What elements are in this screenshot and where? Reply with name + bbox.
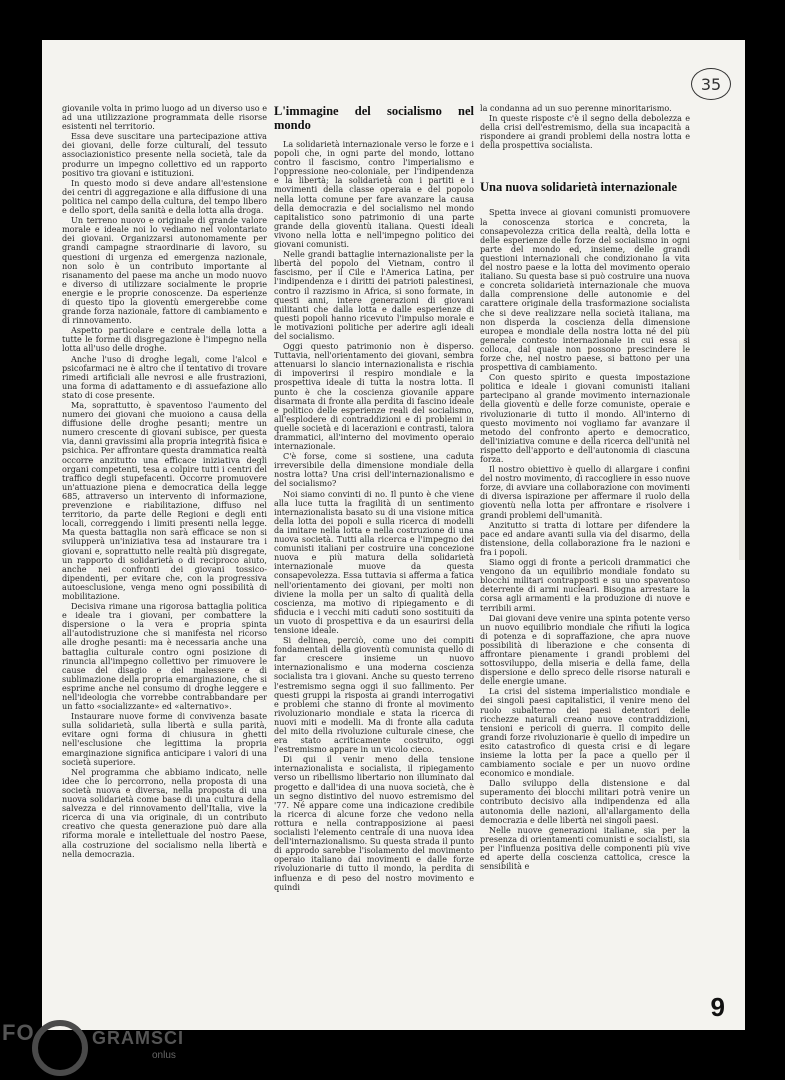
paragraph: Spetta invece ai giovani comunisti promuovere la conoscenza storica e concreta, la consapevolezza critica della realtà, della lotta e delle esperienze delle forze del socialismo in ogni parte del mondo ed, insieme, delle grandi questioni internazionali che condizionano la vita del nostro paese e la lotta del movimento operaio italiano. Su questa base si può costruire una nuova e concreta solidarietà internazionale che muova dalla comprensione delle autonomie e del carattere originale della trasformazione socialista che si deve realizzare nella società italiana, ma non disperda la coscienza della dimensione europea e mondiale della nostra lotta né del più generale contesto internazionale in cui essa si colloca, dal quale non possono prescindere le forze che, nel nostro paese, si battono per una prospettiva di cambiamento. — [480, 207, 690, 373]
paper-edge-shadow — [739, 340, 745, 560]
paragraph: Anche l'uso di droghe legali, come l'alcol e psicofarmaci ne è altro che il tentativo di trovare rimedi artificiali alle nevrosi e alle frustrazioni, una forma di adattamento e di assuefazione allo stato di cose presente. — [62, 353, 267, 400]
column-2 — [274, 102, 474, 893]
section-heading: Una nuova solidarietà internazionale — [480, 180, 677, 195]
paragraph: Noi siamo convinti di no. Il punto è che viene alla luce tutta la fragilità di un sentimento internazionalista basato su di una visione mitica della lotta dei popoli e sulla ricerca di modelli da imitare nella lotta e nella costruzione di una nuova società. Tutti alla ricerca e l'impegno dei comunisti italiani per costruire una concezione nuova e più matura della solidarietà internazionale muove da questa consapevolezza. Essa tuttavia si afferma a fatica nell'orientamento dei giovani, per molti non diviene la molla per un salto di qualità della coscienza, ma motivo di ripiegamento e di sfiducia e i vecchi miti caduti sono sostituiti da un vuoto di prospettiva e da un esaurirsi della tensione ideale. — [274, 488, 474, 635]
paragraph: In queste risposte c'è il segno della debolezza e della crisi dell'estremismo, della sua incapacità a rispondere ai grandi problemi della nostra lotta e della prospettiva socialista. — [480, 113, 690, 151]
paragraph: Di qui il venir meno della tensione internazionalista e socialista, il ripiegamento verso un ribellismo libertario non illuminato dal progetto e dall'idea di una nuova società, che è un segno distintivo del nuovo estremismo del '77. Né appare come una indicazione credibile la ricerca di alcune forze che vedono nella rottura e nella contrapposizione ai paesi socialisti l'elemento centrale di una nuova idea dell'internazionalismo. Su questa strada il punto di approdo sarebbe l'isolamento del movimento operaio italiano dai movimenti e dalle forze rivoluzionarie di tutto il mondo, la perdita di influenza e di peso del nostro movimento e quindi — [274, 754, 474, 892]
paragraph: Il nostro obiettivo è quello di allargare i confini del nostro movimento, di raccogliere in esso nuove forze, di avviare una collaborazione con movimenti di diversa ispirazione per affermare il ruolo della gioventù nella lotta per affrontare e risolvere i grandi problemi dell'umanità. — [480, 464, 690, 520]
paragraph: Ma, soprattutto, è spaventoso l'aumento del numero dei giovani che muoiono a causa della diffusione delle droghe pesanti; mentre un numero crescente di giovani subisce, per questa via, danni gravissimi alla propria integrità fisica e psichica. Per affrontare questa drammatica realtà occorre anzitutto una efficace iniziativa degli organi competenti, tesa a colpire tutti i centri del traffico degli stupefacenti. Occorre promuovere un'attuazione piena e democratica della legge 685, attraverso un intervento di informazione, prevenzione e riabilitazione, diffuso nel territorio, da parte delle Regioni e degli enti locali, correggendo i limiti presenti nella legge. Ma questa battaglia non sarà efficace se non si svilupperà un'iniziativa tesa ad instaurare tra i giovani e, soprattutto nelle realtà più disgregate, un rapporto di solidarietà o di reciproco aiuto, anche nei confronti dei giovani tossico-dipendenti, per evitare che, con la progressiva autoesclusione, venga meno ogni possibilità di mobilitazione. — [62, 400, 267, 601]
paragraph: Aspetto particolare e centrale della lotta a tutte le forme di disgregazione è l'impegno nella lotta all'uso delle droghe. — [62, 325, 267, 354]
paragraph: In questo modo si deve andare all'estensione dei centri di aggregazione e alla diffusione di una politica nel campo della cultura, del tempo libero e dello sport, della sanità e della lotta alla droga. — [62, 177, 267, 216]
paragraph: Nelle grandi battaglie internazionaliste per la libertà del popolo del Vietnam, contro il fascismo, per il Cile e l'America Latina, per l'indipendenza e i diritti dei patrioti palestinesi, contro il razzismo in Africa, si sono formate, in questi anni, intere generazioni di giovani militanti che dalla lotta e dalle esperienze di questi popoli hanno ricevuto l'impulso morale e le motivazioni politiche per aderire agli ideali del socialismo. — [274, 249, 474, 341]
paragraph: giovanile volta in primo luogo ad un diverso uso e ad una utilizzazione programmata delle risorse esistenti nel territorio. — [62, 103, 267, 132]
paragraph: Siamo oggi di fronte a pericoli drammatici che vengono da un equilibrio mondiale fondato su blocchi militari contrapposti e su uno spaventoso deterrente di armi nucleari. Bisogna arrestare la corsa agli armamenti e la produzione di nuove e terribili armi. — [480, 557, 690, 613]
paragraph: Essa deve suscitare una partecipazione attiva dei giovani, delle forze culturali, del tessuto associazionistico presente nella società, tale da produrre un impegno collettivo ed un rapporto positivo tra giovani e istituzioni. — [62, 131, 267, 178]
paragraph: C'è forse, come si sostiene, una caduta irreversibile della dimensione mondiale della nostra lotta? Una crisi dell'internazionalismo e del socialismo? — [274, 451, 474, 489]
watermark-logo-text: FO — [2, 1020, 35, 1045]
paragraph: Nelle nuove generazioni italiane, sia per la presenza di orientamenti comunisti e socialisti, sia per l'influenza positiva delle componenti più vive ed aperte della coscienza cattolica, cresce la sensibilità e — [480, 824, 690, 872]
paragraph: la condanna ad un suo perenne minoritarismo. — [480, 103, 672, 113]
watermark-name: GRAMSCI — [92, 1028, 184, 1048]
annotation-number: 35 — [700, 74, 722, 94]
archive-watermark — [0, 1016, 260, 1080]
watermark-subtitle: onlus — [152, 1050, 176, 1061]
column-1 — [62, 104, 267, 860]
column-3 — [480, 104, 690, 872]
paragraph: La solidarietà internazionale verso le forze e i popoli che, in ogni parte del mondo, lottano contro il fascismo, contro l'imperialismo e l'oppressione neo-coloniale, per l'indipendenza e la libertà; la solidarietà con i partiti e i movimenti della classe operaia e del popolo nella lotta comune per fare avanzare la causa della democrazia e del socialismo nel mondo capitalistico sono patrimonio di una parte grande della gioventù italiana. Questi ideali vivono nella lotta e nell'impegno politico dei giovani comunisti. — [274, 139, 474, 250]
handwritten-page-annotation — [691, 68, 731, 100]
paragraph: Nel programma che abbiamo indicato, nelle idee che lo percorrono, nella proposta di una società nuova e diversa, nella proposta di una nuova solidarietà come base di una cultura della salvezza e del rinnovamento dell'Italia, vive la ricerca di una via originale, di un contributo creativo che questa generazione può dare alla riforma morale e intellettuale del nostro Paese, alla costruzione del socialismo nella libertà e nella democrazia. — [62, 766, 267, 859]
watermark-ring-icon — [32, 1020, 88, 1076]
paragraph: Dai giovani deve venire una spinta potente verso un nuovo equilibrio mondiale che rifiuti la logica di potenza e di sopraffazione, che apra nuove possibilità di liberazione e che consenta di affrontare pienamente i grandi problemi del sottosviluppo, della miseria e della fame, della dispersione e dello spreco delle risorse naturali e delle energie umane. — [480, 612, 690, 687]
page-number: 9 — [710, 992, 725, 1022]
section-heading: L'immagine del socialismo nel mondo — [274, 104, 474, 132]
paragraph: Con questo spirito e questa impostazione politica e ideale i giovani comunisti italiani partecipano al grande movimento internazionale della gioventù e delle forze comuniste, operaie e rivoluzionarie di tutto il mondo. All'interno di questo movimento noi vogliamo far avanzare il metodo del confronto aperto e democratico, dell'iniziativa comune e della ricerca dell'unità nel rispetto dell'apporto e dell'autonomia di ciascuna forza. — [480, 372, 690, 464]
paragraph: Un terreno nuovo e originale di grande valore morale e ideale noi lo vediamo nel volontariato dei giovani. Organizzarsi autonomamente per grandi campagne straordinarie di lavoro, su questioni di urgenza ed emergenza nazionale, non solo è un contributo importante al risanamento del paese ma anche un modo nuovo e diverso di utilizzare socialmente le proprie energie e le proprie conoscenze. Da esperienze di questo tipo la gioventù emergerebbe come grande forza nazionale, fattore di cambiamento e di rinnovamento. — [62, 215, 267, 326]
paragraph: Oggi questo patrimonio non è disperso. Tuttavia, nell'orientamento dei giovani, sembra attenuarsi lo slancio internazionalista e rischia di impoverirsi il respiro mondiale e la prospettiva ideale di tutta la nostra lotta. Il punto è che la coscienza giovanile appare disarmata di fronte alla perdita di fascino ideale e politico delle esperienze reali del socialismo, all'esplodere di contraddizioni e di problemi in quelle società e di lacerazioni e contrasti, talora drammatici, all'interno del movimento operaio internazionale. — [274, 341, 474, 452]
document-page — [42, 40, 745, 1030]
paragraph: Instaurare nuove forme di convivenza basate sulla solidarietà, sulla libertà e sulla parità, evitare ogni forma di chiusura in ghetti nell'esclusione che legittima la propria emarginazione significa anticipare i valori di una società superiore. — [62, 711, 267, 767]
paragraph: Dallo sviluppo della distensione e dal superamento dei blocchi militari potrà venire un contributo decisivo alla indipendenza ed alla autonomia delle nazioni, all'allargamento della democrazia e delle libertà nei singoli paesi. — [480, 778, 690, 825]
paragraph: Decisiva rimane una rigorosa battaglia politica e ideale tra i giovani, per combattere la dispersione o la vera e propria spinta all'autodistruzione che si manifesta nel ricorso alle droghe pesanti: ma è necessaria anche una battaglia culturale contro ogni posizione di rinuncia all'impegno collettivo per rimuovere le cause del disagio e del malessere e di sublimazione della propria emarginazione, che si esprime anche nel consumo di droghe leggere e nell'ideologia che vorrebbe contrabbandare per un fatto «socializzante» ed «alternativo». — [62, 601, 267, 712]
paragraph: La crisi del sistema imperialistico mondiale e dei singoli paesi capitalistici, il venire meno del ruolo subalterno dei paesi detentori delle ricchezze naturali creano nuove contraddizioni, tensioni e pericoli di guerra. Il compito delle grandi forze rivoluzionarie è quello di impedire un esito catastrofico di questa crisi e di legare insieme la lotta per la pace a quello per il cambiamento sociale e per un nuovo ordine economico e mondiale. — [480, 686, 690, 779]
paragraph: Si delinea, perciò, come uno dei compiti fondamentali della gioventù comunista quello di far crescere insieme un nuovo internazionalismo e una moderna coscienza socialista tra i giovani. Anche su questo terreno l'estremismo segna oggi il suo fallimento. Per questi gruppi la risposta ai grandi interrogativi e problemi che stanno di fronte al movimento rivoluzionario mondiale e stata la ricerca di nuovi miti e modelli. Ma di fronte alla caduta del mito della rivoluzione culturale cinese, che era stato acriticamente costruito, oggi l'estremismo appare in un vicolo cieco. — [274, 635, 474, 755]
paragraph: Anzitutto si tratta di lottare per difendere la pace ed andare avanti sulla via del disarmo, della distensione, della collaborazione fra le nazioni e fra i popoli. — [480, 519, 690, 557]
